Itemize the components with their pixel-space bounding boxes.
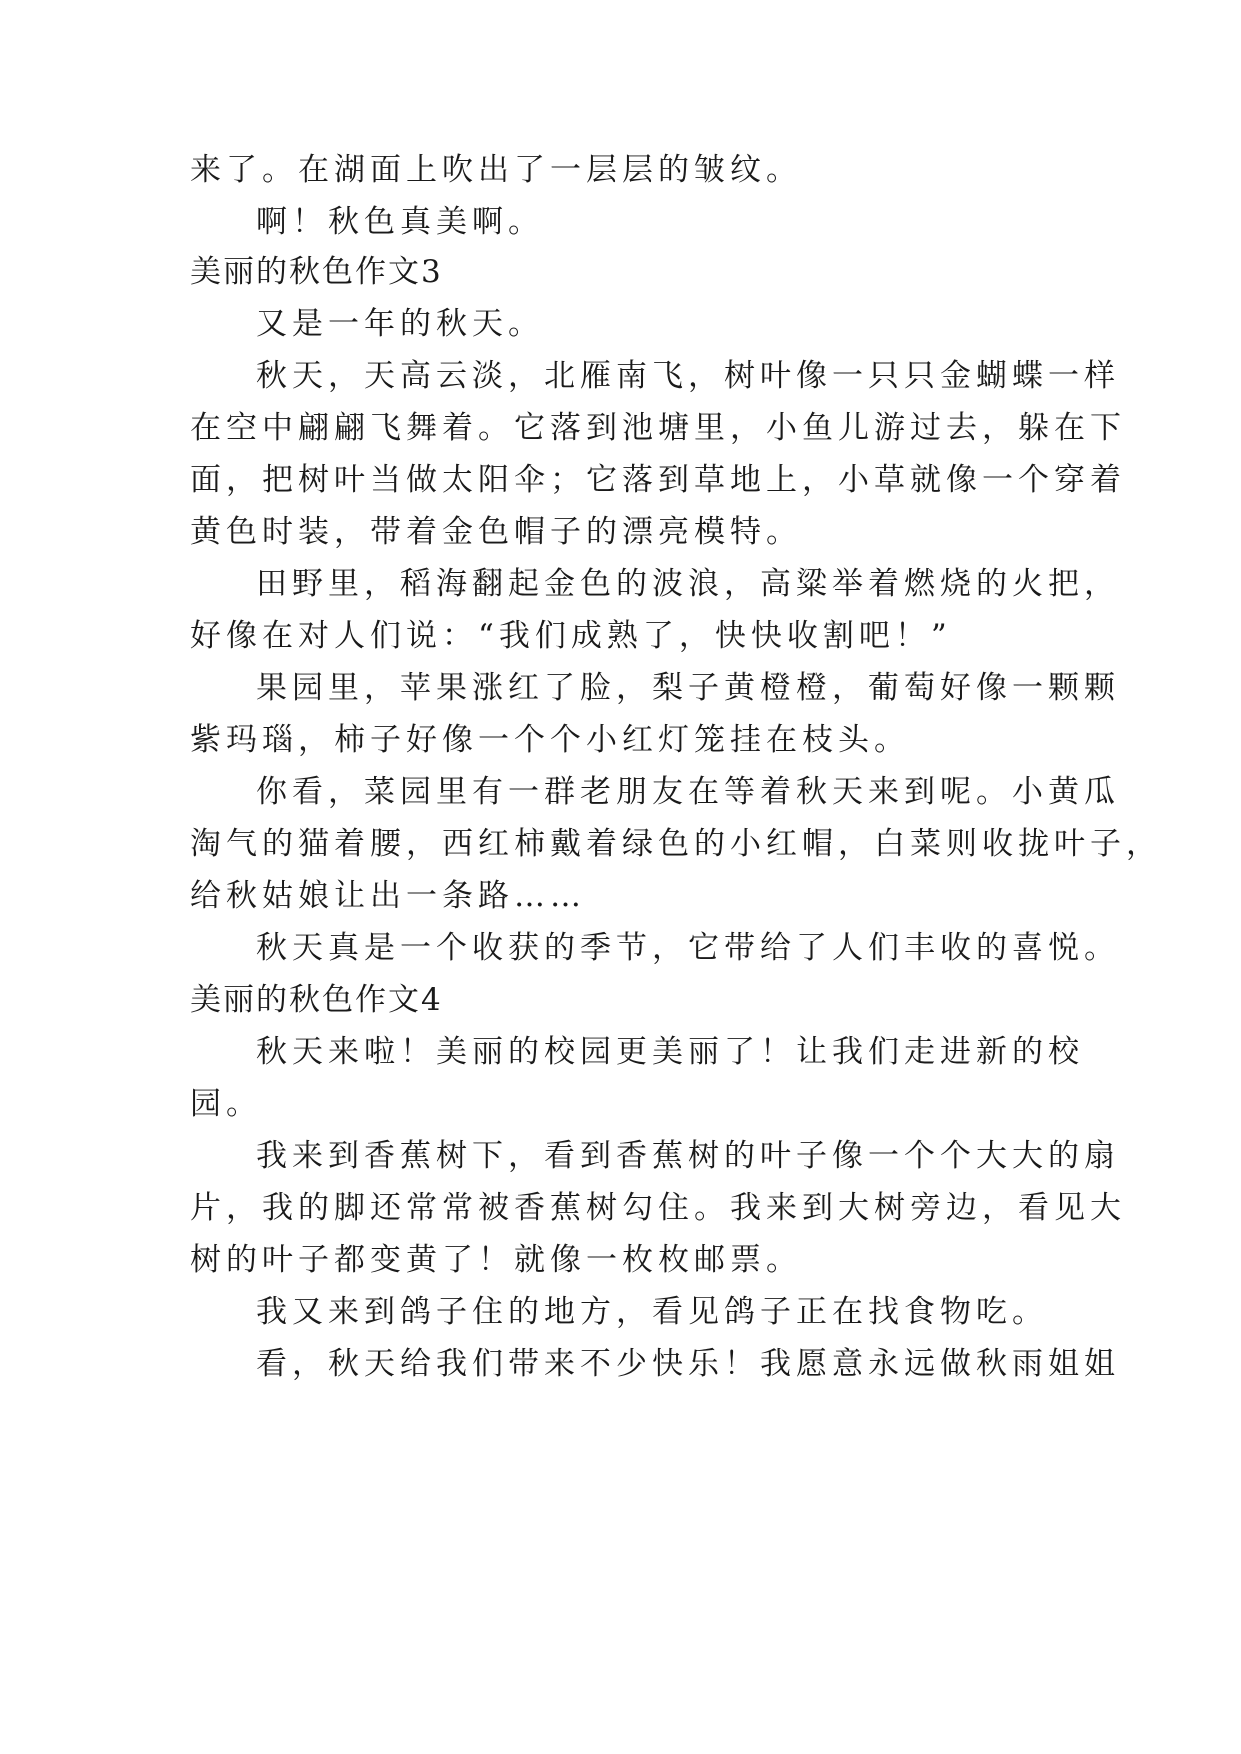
section-heading: 美丽的秋色作文3	[190, 254, 443, 290]
text-line: 啊！秋色真美啊。	[256, 204, 544, 240]
text-line: 田野里，稻海翻起金色的波浪，高粱举着燃烧的火把，	[256, 566, 1120, 602]
text-line: 淘气的猫着腰，西红柿戴着绿色的小红帽，白菜则收拢叶子，	[190, 826, 1162, 862]
text-line: 又是一年的秋天。	[256, 306, 544, 342]
text-line: 片，我的脚还常常被香蕉树勾住。我来到大树旁边，看见大	[190, 1190, 1126, 1226]
text-line: 看，秋天给我们带来不少快乐！我愿意永远做秋雨姐姐	[256, 1346, 1120, 1382]
text-line: 秋天真是一个收获的季节，它带给了人们丰收的喜悦。	[256, 930, 1120, 966]
text-line: 你看，菜园里有一群老朋友在等着秋天来到呢。小黄瓜	[256, 774, 1120, 810]
text-line: 园。	[190, 1086, 262, 1122]
text-line: 果园里，苹果涨红了脸，梨子黄橙橙，葡萄好像一颗颗	[256, 670, 1120, 706]
text-line: 秋天来啦！美丽的校园更美丽了！让我们走进新的校	[256, 1034, 1084, 1070]
text-line: 好像在对人们说：“我们成熟了，快快收割吧！”	[190, 618, 952, 654]
text-line: 我来到香蕉树下，看到香蕉树的叶子像一个个大大的扇	[256, 1138, 1120, 1174]
text-line: 树的叶子都变黄了！就像一枚枚邮票。	[190, 1242, 802, 1278]
text-line: 面，把树叶当做太阳伞；它落到草地上，小草就像一个穿着	[190, 462, 1126, 498]
text-line: 给秋姑娘让出一条路……	[190, 878, 586, 914]
text-line: 我又来到鸽子住的地方，看见鸽子正在找食物吃。	[256, 1294, 1048, 1330]
text-line: 紫玛瑙，柿子好像一个个小红灯笼挂在枝头。	[190, 722, 910, 758]
text-line: 黄色时装，带着金色帽子的漂亮模特。	[190, 514, 802, 550]
section-heading: 美丽的秋色作文4	[190, 982, 443, 1018]
text-line: 来了。在湖面上吹出了一层层的皱纹。	[190, 152, 802, 188]
text-line: 在空中翩翩飞舞着。它落到池塘里，小鱼儿游过去，躲在下	[190, 410, 1126, 446]
text-line: 秋天，天高云淡，北雁南飞，树叶像一只只金蝴蝶一样	[256, 358, 1120, 394]
